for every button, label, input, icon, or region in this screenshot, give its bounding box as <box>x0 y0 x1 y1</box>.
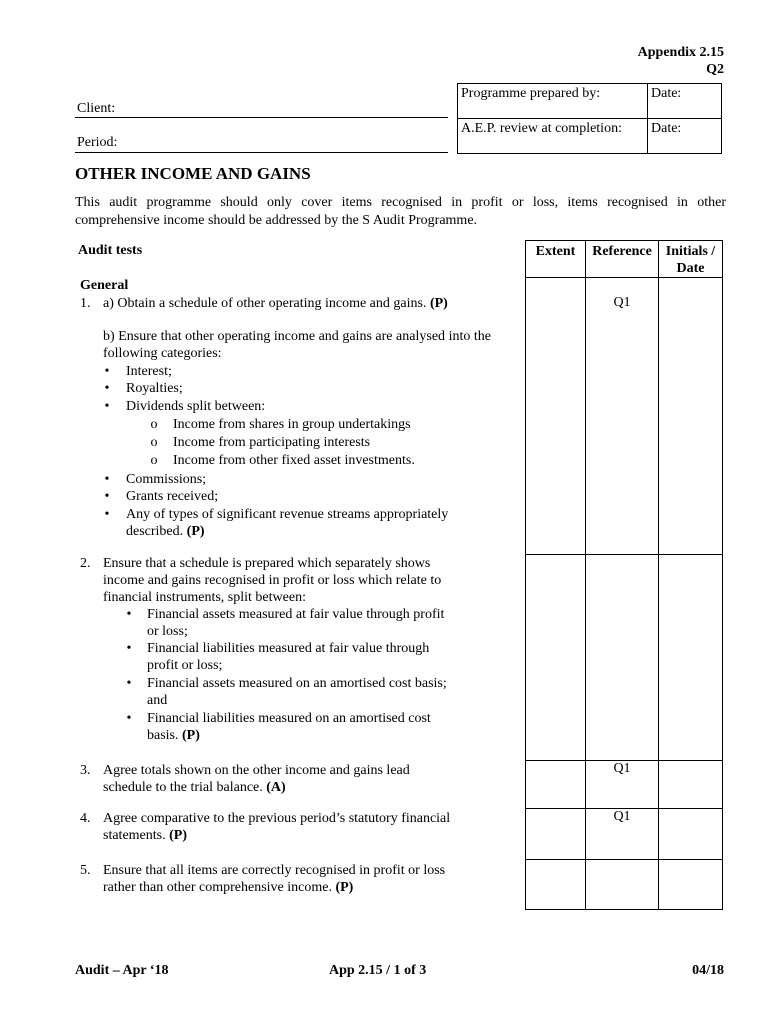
item-2-bullet-4-marker: (P) <box>182 728 200 743</box>
item-2-line-2: income and gains recognised in profit or loss which relate to <box>103 573 442 588</box>
bullet-icon: • <box>104 381 110 396</box>
item-5-line-2: rather than other comprehensive income. <box>103 880 332 895</box>
client-label: Client: <box>77 101 116 116</box>
item-1a-text: a) Obtain a schedule of other operating income and gains. <box>103 296 427 311</box>
item-5-number: 5. <box>80 863 91 878</box>
item-2-bullet-4-line-2: basis. <box>147 728 179 743</box>
item-2-bullet-1-line-1: Financial assets measured at fair value through profit <box>147 607 445 622</box>
item-1-number: 1. <box>80 296 91 311</box>
extent-header: Extent <box>535 244 576 259</box>
review-date-cell: Date: <box>648 119 722 154</box>
item-1-bullet-other-line-1: Any of types of significant revenue streams appropriately <box>126 507 449 522</box>
item-5-marker: (P) <box>335 880 354 895</box>
item-5-line-1: Ensure that all items are correctly recognised in profit or loss <box>103 863 446 878</box>
item-4-line-2: statements. <box>103 828 166 843</box>
section-general: General <box>80 278 129 293</box>
item-1-bullet-other-line-2: described. <box>126 524 184 539</box>
circle-bullet-icon: o <box>150 453 158 468</box>
item-1-bullet-other-marker: (P) <box>186 524 205 539</box>
footer-left: Audit – Apr ‘18 <box>75 963 169 978</box>
item-1-sub-1: Income from shares in group undertakings <box>173 417 411 432</box>
item-1b-text: b) Ensure that other operating income and gains are analysed into the following categories: <box>103 329 491 362</box>
item-3-marker: (A) <box>266 780 286 795</box>
period-line <box>75 152 448 153</box>
item-1-bullet-dividends: Dividends split between: <box>126 399 266 414</box>
bullet-icon: • <box>104 507 110 522</box>
footer-right: 04/18 <box>692 963 724 978</box>
signoff-table <box>457 83 722 154</box>
prepared-date-cell: Date: <box>648 84 722 119</box>
item-1-sub-2: Income from participating interests <box>173 435 371 450</box>
item-1-bullet-commissions: Commissions; <box>126 472 207 487</box>
client-line <box>75 117 448 118</box>
bullet-icon: • <box>126 711 132 726</box>
appendix-label: Appendix 2.15 <box>637 45 724 60</box>
audit-tests-label: Audit tests <box>78 243 143 258</box>
appendix-code: Q2 <box>706 62 724 77</box>
item-3-line-2: schedule to the trial balance. <box>103 780 263 795</box>
item-2-bullet-3-line-2: and <box>147 693 168 708</box>
item-3-line-1: Agree totals shown on the other income and gains lead <box>103 763 410 778</box>
item-3-number: 3. <box>80 763 91 778</box>
intro-paragraph: This audit programme should only cover items recognised in profit or loss, items recognised in other comprehensive income should be addressed by the S Audit Programme. <box>75 195 726 228</box>
initials-header: Initials / Date <box>665 244 716 276</box>
prepared-by-cell: Programme prepared by: <box>458 84 648 119</box>
reference-item-1: Q1 <box>613 295 631 310</box>
page-title: OTHER INCOME AND GAINS <box>75 164 311 183</box>
item-2-line-3: financial instruments, split between: <box>103 590 306 605</box>
bullet-icon: • <box>126 676 132 691</box>
item-1-bullet-royalties: Royalties; <box>126 381 183 396</box>
item-2-bullet-2-line-2: profit or loss; <box>147 658 223 673</box>
item-4-marker: (P) <box>169 828 187 843</box>
item-2-line-1: Ensure that a schedule is prepared which separately shows <box>103 556 431 571</box>
item-1-bullet-interest: Interest; <box>126 364 172 379</box>
item-1-bullet-grants: Grants received; <box>126 489 219 504</box>
item-2-bullet-3-line-1: Financial assets measured on an amortised cost basis; <box>147 676 447 691</box>
bullet-icon: • <box>104 472 110 487</box>
item-4-number: 4. <box>80 811 91 826</box>
item-1a-marker: (P) <box>429 296 448 311</box>
bullet-icon: • <box>126 607 132 622</box>
bullet-icon: • <box>104 399 110 414</box>
review-cell: A.E.P. review at completion: <box>458 119 648 154</box>
item-1-sub-3: Income from other fixed asset investments. <box>173 453 415 468</box>
bullet-icon: • <box>104 364 110 379</box>
item-2-number: 2. <box>80 556 91 571</box>
reference-item-3: Q1 <box>613 761 631 776</box>
reference-header: Reference <box>592 244 652 259</box>
item-2-bullet-2-line-1: Financial liabilities measured at fair value through <box>147 641 430 656</box>
item-2-bullet-4-line-1: Financial liabilities measured on an amortised cost <box>147 711 431 726</box>
footer-center: App 2.15 / 1 of 3 <box>329 963 427 978</box>
circle-bullet-icon: o <box>150 435 158 450</box>
item-4-line-1: Agree comparative to the previous period’s statutory financial <box>103 811 451 826</box>
circle-bullet-icon: o <box>150 417 158 432</box>
bullet-icon: • <box>104 489 110 504</box>
item-2-bullet-1-line-2: or loss; <box>147 624 188 639</box>
reference-item-4: Q1 <box>613 809 631 824</box>
period-label: Period: <box>77 135 118 150</box>
bullet-icon: • <box>126 641 132 656</box>
